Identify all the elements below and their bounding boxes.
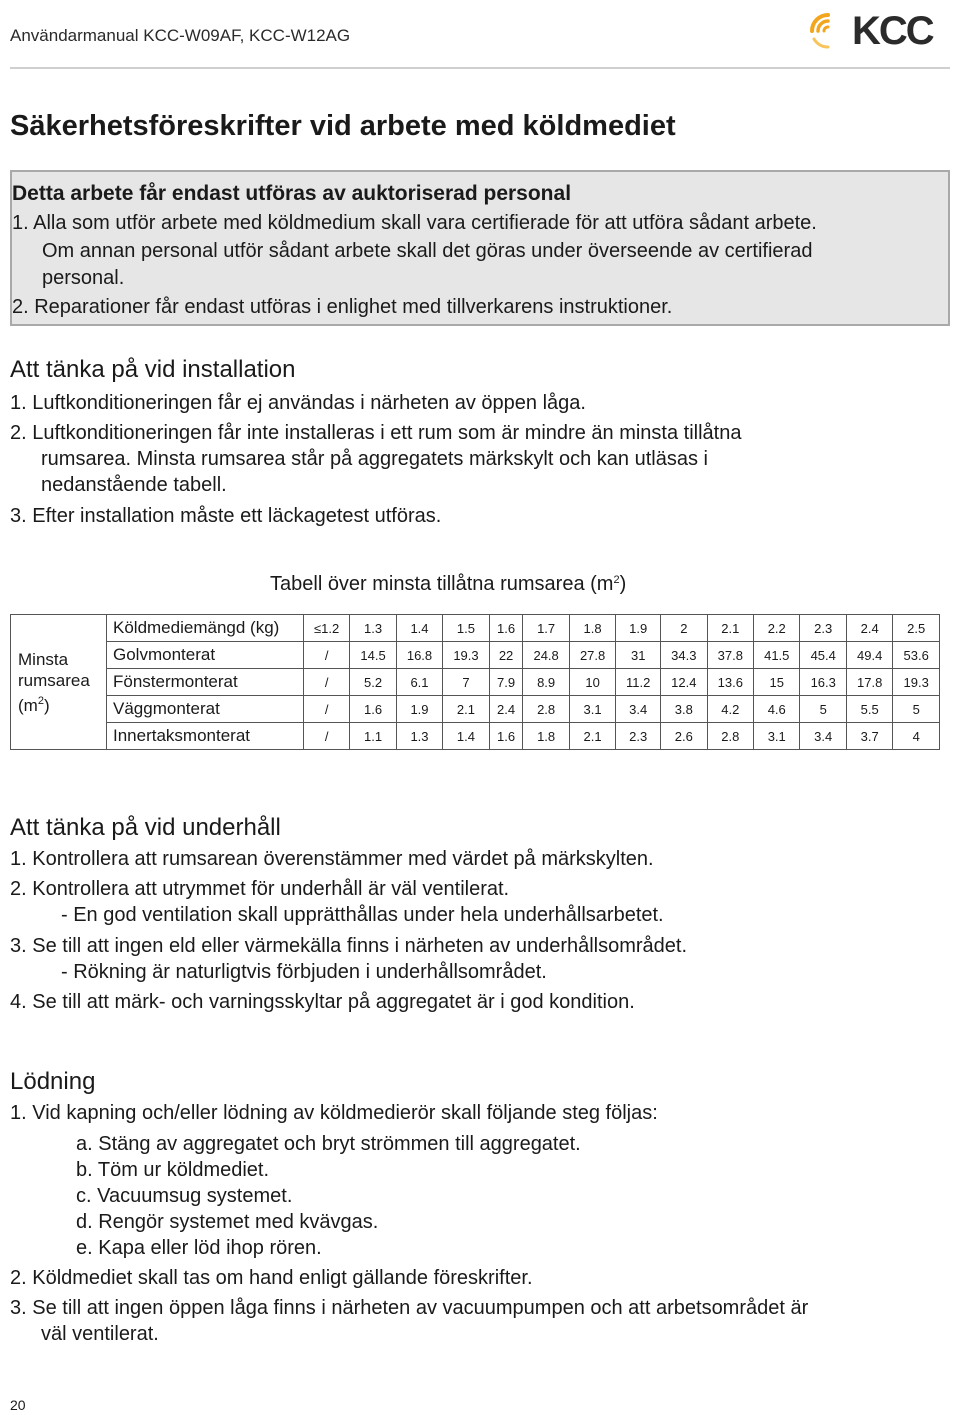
notice-heading: Detta arbete får endast utföras av auktoriserad personal (12, 182, 572, 205)
table-cell: 19.3 (443, 642, 489, 669)
list-item: 1. Vid kapning och/eller lödning av köldmedierör skall följande steg följas: (10, 1102, 658, 1124)
list-item: 2. Köldmediet skall tas om hand enligt gällande föreskrifter. (10, 1267, 533, 1289)
side-label-line: rumsarea (18, 670, 90, 690)
table-cell: 13.6 (707, 669, 753, 696)
table-cell: 14.5 (350, 642, 396, 669)
table-cell: 1.6 (489, 615, 523, 642)
table-cell: 2.6 (661, 723, 707, 750)
table-cell: 3.8 (661, 696, 707, 723)
list-item: rumsarea. Minsta rumsarea står på aggregatets märkskylt och kan utläsas i (41, 448, 708, 470)
list-item: 1. Luftkonditioneringen får ej användas i närheten av öppen låga. (10, 392, 586, 414)
row-label: Golvmonterat (107, 642, 304, 669)
page-number: 20 (10, 1397, 26, 1413)
table-cell: 53.6 (893, 642, 940, 669)
table-cell: 41.5 (754, 642, 800, 669)
table-cell: 16.3 (800, 669, 846, 696)
list-item: 3. Se till att ingen öppen låga finns i närheten av vacuumpumpen och att arbetsområdet är (10, 1297, 809, 1319)
table-cell: 1.1 (350, 723, 396, 750)
table-cell: 2.8 (523, 696, 569, 723)
list-item: c. Vacuumsug systemet. (76, 1185, 293, 1207)
table-cell: 1.3 (396, 723, 442, 750)
table-cell: 49.4 (846, 642, 892, 669)
table-cell: / (304, 642, 350, 669)
table-cell: / (304, 696, 350, 723)
side-label-end: ) (43, 695, 50, 715)
table-row (11, 669, 940, 696)
list-item: 2. Luftkonditioneringen får inte installeras i ett rum som är mindre än minsta tillåtna (10, 422, 742, 444)
table-cell: 7 (443, 669, 489, 696)
table-cell: ≤1.2 (304, 615, 350, 642)
side-label-line: (m (18, 695, 38, 715)
caption-text: Tabell över minsta tillåtna rumsarea (m (270, 573, 614, 595)
table-cell: 12.4 (661, 669, 707, 696)
row-label: Fönstermonterat (107, 669, 304, 696)
header-divider (10, 67, 950, 69)
table-cell: 34.3 (661, 642, 707, 669)
list-item: e. Kapa eller löd ihop rören. (76, 1237, 322, 1259)
authorized-personnel-notice (10, 170, 950, 326)
table-cell: 4 (893, 723, 940, 750)
table-cell: 2.1 (569, 723, 615, 750)
min-room-area-label (11, 615, 107, 750)
table-cell: 2.4 (846, 615, 892, 642)
table-cell: 16.8 (396, 642, 442, 669)
table-row (11, 723, 940, 750)
table-cell: 1.9 (616, 615, 661, 642)
list-item: 1. Kontrollera att rumsarean överenstämmer med värdet på märkskylten. (10, 848, 654, 870)
soldering-heading: Lödning (10, 1068, 96, 1095)
table-cell: 15 (754, 669, 800, 696)
kcc-swirl-icon (806, 9, 850, 53)
table-cell: 1.6 (350, 696, 396, 723)
logo-text: KCC (852, 8, 933, 53)
table-cell: 1.8 (523, 723, 569, 750)
table-cell: 5 (893, 696, 940, 723)
list-item: 3. Se till att ingen eld eller värmekälla finns i närheten av underhållsområdet. (10, 935, 688, 957)
list-item: - En god ventilation skall upprätthållas under hela underhållsarbetet. (61, 904, 664, 926)
page-title: Säkerhetsföreskrifter vid arbete med köldmediet (10, 110, 676, 142)
list-item: b. Töm ur köldmediet. (76, 1159, 270, 1181)
installation-heading: Att tänka på vid installation (10, 356, 296, 383)
table-cell: 6.1 (396, 669, 442, 696)
table-cell: 37.8 (707, 642, 753, 669)
table-caption (270, 573, 626, 596)
kcc-logo (806, 6, 942, 56)
table-cell: 1.6 (489, 723, 523, 750)
list-item: nedanstående tabell. (41, 474, 227, 496)
row-label: Innertaksmonterat (107, 723, 304, 750)
table-cell: 1.8 (569, 615, 615, 642)
table-cell: 3.1 (569, 696, 615, 723)
caption-superscript: 2 (613, 574, 620, 586)
table-cell: 8.9 (523, 669, 569, 696)
table-cell: 2.3 (616, 723, 661, 750)
maintenance-heading: Att tänka på vid underhåll (10, 814, 281, 841)
table-cell: 1.3 (350, 615, 396, 642)
list-item: 3. Efter installation måste ett läckagetest utföras. (10, 505, 442, 527)
table-cell: 2.1 (443, 696, 489, 723)
list-item: väl ventilerat. (41, 1323, 159, 1345)
side-label-superscript: 2 (37, 694, 44, 707)
notice-line: 2. Reparationer får endast utföras i enlighet med tillverkarens instruktioner. (12, 296, 673, 318)
table-cell: 2.3 (800, 615, 846, 642)
notice-line: 1. Alla som utför arbete med köldmedium skall vara certifierade för att utföra sådant arbete. (12, 212, 817, 234)
list-item: 2. Kontrollera att utrymmet för underhåll är väl ventilerat. (10, 878, 510, 900)
table-cell: 2 (661, 615, 707, 642)
table-cell: 4.6 (754, 696, 800, 723)
table-row (11, 615, 940, 642)
table-cell: 5.5 (846, 696, 892, 723)
list-item: - Rökning är naturligtvis förbjuden i underhållsområdet. (61, 961, 547, 983)
table-cell: 7.9 (489, 669, 523, 696)
table-cell: 5.2 (350, 669, 396, 696)
header-title: Användarmanual KCC-W09AF, KCC-W12AG (10, 26, 351, 45)
table-cell: 2.2 (754, 615, 800, 642)
table-row (11, 642, 940, 669)
table-cell: / (304, 723, 350, 750)
table-cell: 24.8 (523, 642, 569, 669)
table-cell: 2.8 (707, 723, 753, 750)
table-cell: 2.1 (707, 615, 753, 642)
table-cell: 1.5 (443, 615, 489, 642)
table-cell: 3.4 (800, 723, 846, 750)
row-label: Väggmonterat (107, 696, 304, 723)
table-row (11, 696, 940, 723)
table-cell: 22 (489, 642, 523, 669)
row-label: Köldmediemängd (kg) (107, 615, 304, 642)
table-cell: 2.4 (489, 696, 523, 723)
table-cell: 3.4 (616, 696, 661, 723)
list-item: 4. Se till att märk- och varningsskyltar på aggregatet är i god kondition. (10, 991, 635, 1013)
table-cell: 11.2 (616, 669, 661, 696)
table-cell: 10 (569, 669, 615, 696)
table-cell: 31 (616, 642, 661, 669)
minimum-room-area-table (10, 614, 940, 750)
table-cell: 45.4 (800, 642, 846, 669)
table-cell: 3.1 (754, 723, 800, 750)
table-cell: 1.7 (523, 615, 569, 642)
table-cell: 4.2 (707, 696, 753, 723)
notice-line: Om annan personal utför sådant arbete skall det göras under överseende av certifierad (42, 240, 813, 262)
table-cell: 1.4 (396, 615, 442, 642)
table-cell: 19.3 (893, 669, 940, 696)
side-label-line: Minsta (18, 649, 69, 669)
caption-end: ) (619, 573, 627, 595)
table-cell: / (304, 669, 350, 696)
table-cell: 3.7 (846, 723, 892, 750)
table-cell: 5 (800, 696, 846, 723)
table-cell: 27.8 (569, 642, 615, 669)
table-cell: 1.9 (396, 696, 442, 723)
table-cell: 1.4 (443, 723, 489, 750)
notice-line: personal. (42, 267, 125, 289)
table-cell: 2.5 (893, 615, 940, 642)
list-item: a. Stäng av aggregatet och bryt strömmen till aggregatet. (76, 1133, 581, 1155)
list-item: d. Rengör systemet med kvävgas. (76, 1211, 379, 1233)
table-cell: 17.8 (846, 669, 892, 696)
